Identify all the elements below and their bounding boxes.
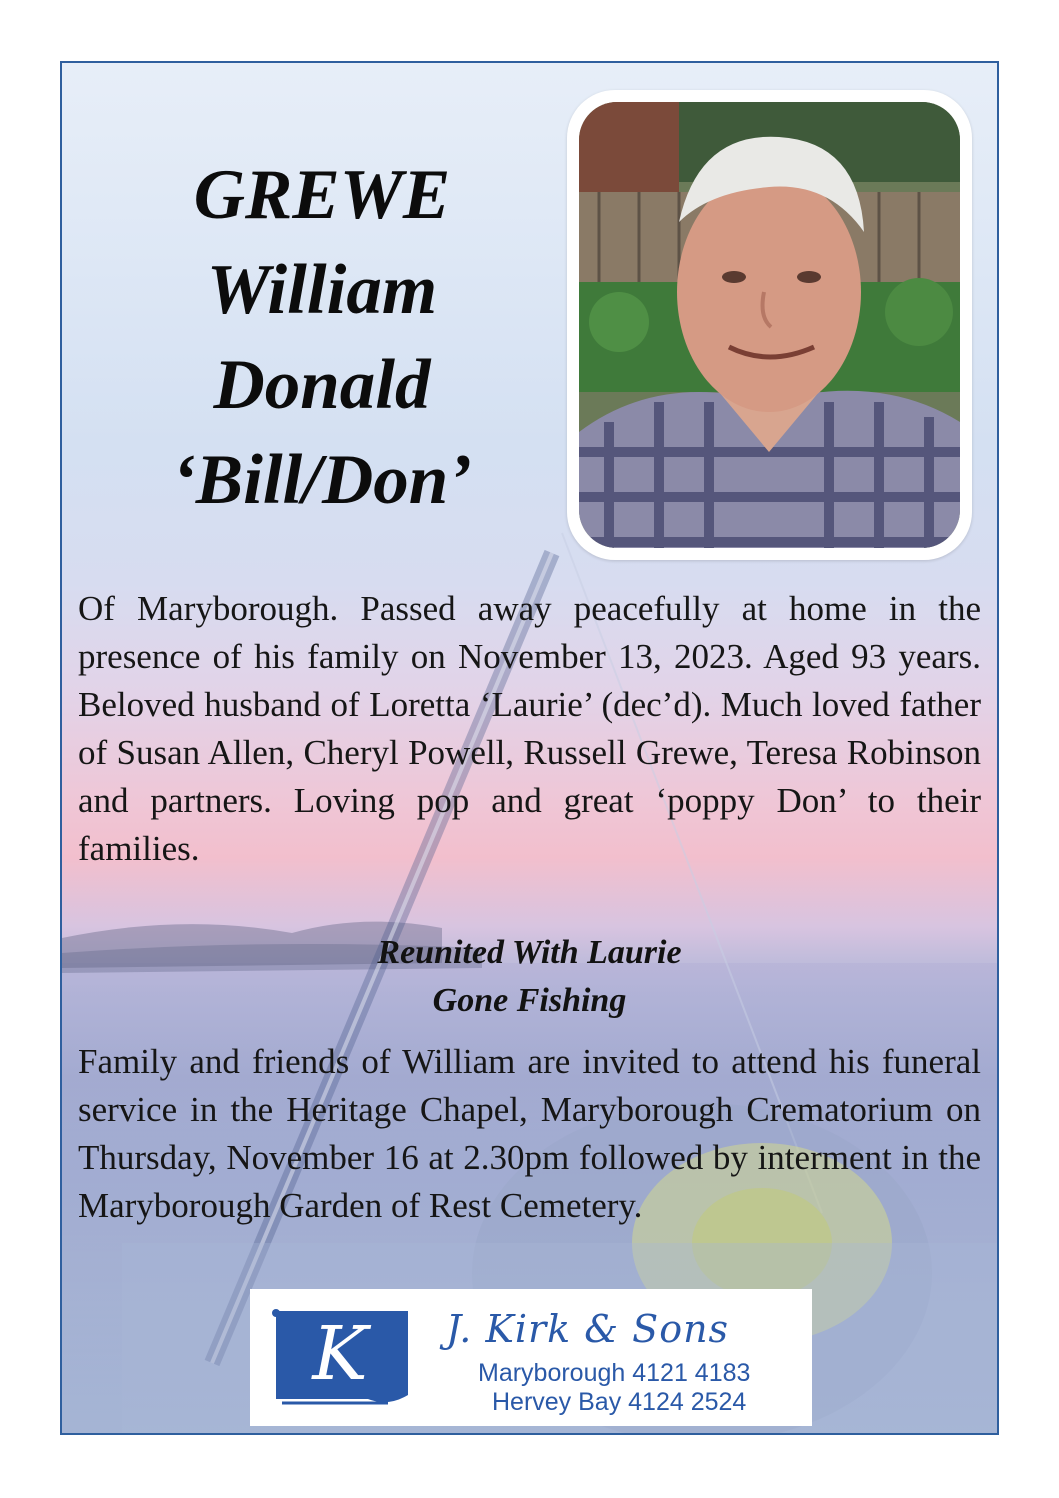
middle-name: Donald xyxy=(213,346,431,425)
kirk-monogram-icon xyxy=(268,1307,413,1407)
surname: GREWE xyxy=(193,156,451,234)
funeral-director-name: J. Kirk & Sons xyxy=(446,1307,730,1351)
deceased-names xyxy=(102,148,542,529)
nickname: ‘Bill/Don’ xyxy=(172,441,472,520)
phone-hervey-bay: Hervey Bay 4124 2524 xyxy=(492,1388,747,1416)
verse xyxy=(62,929,997,1024)
obituary-paragraph: Of Maryborough. Passed away peacefully at home in the presence of his family on November 13, 2023. Aged 93 years. Beloved husband of Loretta ‘Laurie’ (dec’d). Much loved father of Susan Allen, Cheryl Powell, Russell Grewe, Teresa Robinson and partners. Loving pop and great ‘poppy Don’ to their families. xyxy=(78,589,981,868)
portrait-photo xyxy=(567,90,972,560)
portrait-image xyxy=(579,102,960,548)
notice-frame xyxy=(60,61,999,1435)
verse-line-1: Reunited With Laurie xyxy=(377,934,682,971)
monogram-letter: K xyxy=(312,1311,368,1397)
phone-maryborough: Maryborough 4121 4183 xyxy=(478,1359,751,1387)
funeral-service-paragraph: Family and friends of William are invited to attend his funeral service in the Heritage Chapel, Maryborough Crematorium on Thursday, November 16 at 2.30pm followed by interment in the Maryborough Garden of Rest Cemetery. xyxy=(78,1042,981,1225)
funeral-director-logo xyxy=(250,1289,812,1426)
verse-line-2: Gone Fishing xyxy=(432,981,627,1019)
first-name: William xyxy=(206,251,438,330)
